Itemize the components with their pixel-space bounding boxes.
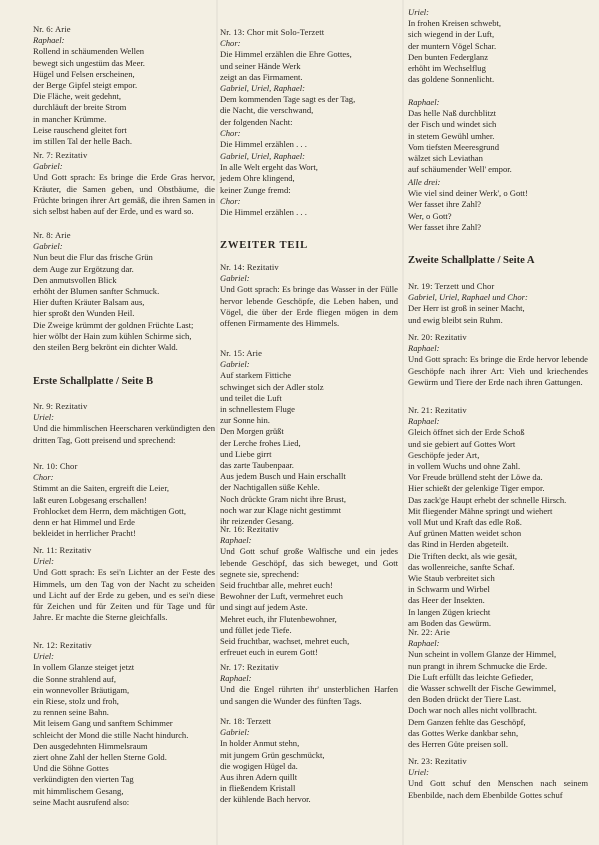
text-line: ein Riese, stolz und froh, [33, 696, 119, 707]
block-nr-11 [33, 545, 215, 623]
block-nr-13-trio-2 [220, 151, 398, 196]
block-lines [33, 483, 215, 539]
text-line: Und Gott sprach: Es bringe die Erde Gras hervor, Kräuter, die Samen geben, und Obstbäume, die Früchte bringen ihrer Art gemäß, die ihren Samen in sich selbst haben auf der Erde, und es ward so. [33, 172, 215, 217]
block-lines [33, 46, 215, 147]
text-line: das Gottes Werke dankbar sehn, [408, 727, 519, 738]
block-heading: Nr. 19: Terzett und Chor [408, 281, 495, 291]
block-heading: Nr. 13: Chor mit Solo-Terzett [220, 27, 325, 37]
text-line: Die Himmel erzählen die Ehre Gottes, [220, 49, 352, 60]
role-label: Raphael: [33, 35, 65, 46]
block-lines [408, 188, 588, 233]
text-line: der Nachtigallen süße Kehle. [220, 482, 320, 493]
block-nr-9 [33, 401, 215, 446]
block-heading: Nr. 17: Rezitativ [220, 662, 279, 672]
text-line: die Wasser schwellt der Fische Gewimmel, [408, 683, 557, 694]
block-lines [408, 108, 588, 175]
text-line: Geschöpfe jeder Art, [408, 449, 480, 460]
block-nr-6 [33, 24, 215, 147]
role-label: Raphael: [408, 97, 440, 107]
text-line: zu rennen seine Bahn. [33, 707, 109, 718]
block-nr-20 [408, 332, 588, 388]
role-label: Chor: [220, 38, 241, 49]
text-line: schwinget sich der Adler stolz [220, 381, 324, 392]
text-line: Vor Freude brüllend steht der Löwe da. [408, 472, 543, 483]
text-line: Das helle Naß durchblitzt [408, 108, 497, 119]
block-nr-13-chor-2 [220, 128, 398, 150]
block-lines [220, 546, 398, 580]
block-nr-22 [408, 627, 588, 750]
role-label: Gabriel: [220, 359, 250, 370]
text-line: keiner Zunge fremd: [220, 184, 291, 195]
text-line: des Herren Güte preisen soll. [408, 739, 508, 750]
block-nr-19 [408, 281, 588, 326]
block-lines [33, 252, 215, 353]
block-nr-8 [33, 230, 215, 353]
block-lines [220, 49, 398, 83]
text-line: In vollem Glanze steiget jetzt [33, 662, 135, 673]
section-heading: Zweite Schallplatte / Seite A [408, 255, 535, 266]
text-line: noch war zur Klage nicht gestimmt [220, 504, 341, 515]
text-line: im stillen Tal der helle Bach. [33, 136, 132, 147]
text-line: Und Gott sprach: Es bringe das Wasser in der Fülle hervor lebende Geschöpfe, die Leben haben, und Vögel, die über der Erde fliegen mögen in dem offenen Firmamente des Himmels. [220, 284, 398, 329]
text-line: Und Gott sprach: Es sei'n Lichter an der Feste des Himmels, um den Tag von der Nacht zu scheiden und Licht auf der Erde zu geben, und es sei'n diese für Zeichen und für Zeiten und für Tage und für Jahre. Er machte die Sterne gleichfalls. [33, 567, 215, 623]
text-line: und seiner Hände Werk [220, 60, 301, 71]
text-line: Nun scheint in vollem Glanze der Himmel, [408, 649, 557, 660]
text-line: das Heer der Insekten. [408, 595, 485, 606]
block-lines [33, 423, 215, 445]
text-line: Und Gott schuf den Menschen nach seinem Ebenbilde, nach dem Ebenbilde Gottes schuf [408, 778, 588, 800]
block-nr-16-verse [220, 580, 398, 658]
text-line: sich wiegend in der Luft, [408, 29, 495, 40]
text-line: Hier duften Kräuter Balsam aus, [33, 297, 145, 308]
role-label: Gabriel, Uriel, Raphael und Chor: [408, 292, 528, 303]
block-lines [408, 649, 588, 750]
text-line: der Fisch und windet sich [408, 119, 497, 130]
text-line: Rollend in schäumenden Wellen [33, 46, 145, 57]
text-line: wälzet sich Leviathan [408, 153, 483, 164]
section-heading: Erste Schallplatte / Seite B [33, 376, 154, 387]
text-line: In holder Anmut stehn, [220, 738, 300, 749]
text-line: Die Zweige krümmt der goldnen Früchte Last; [33, 319, 194, 330]
text-line: laßt euren Lobgesang erschallen! [33, 494, 147, 505]
text-line: In alle Welt ergeht das Wort, [220, 162, 318, 173]
text-line: und singt auf jedem Aste. [220, 602, 308, 613]
text-line: dem Auge zur Ergötzung dar. [33, 263, 134, 274]
block-lines [408, 354, 588, 388]
text-line: Dem kommenden Tage sagt es der Tag, [220, 94, 356, 105]
block-heading: Nr. 21: Rezitativ [408, 405, 467, 415]
role-label: Gabriel: [33, 161, 63, 172]
role-label: Chor: [220, 128, 241, 138]
text-line: und teilet die Luft [220, 392, 282, 403]
text-line: in mancher Krümme. [33, 113, 107, 124]
text-line: hier sproßt den Wunden Heil. [33, 308, 135, 319]
block-heading: Nr. 14: Rezitativ [220, 262, 279, 272]
text-line: auf schäumender Well' empor. [408, 164, 512, 175]
text-line: Der Herr ist groß in seiner Macht, [408, 303, 525, 314]
text-line: hier wölbt der Hain zum kühlen Schirme sich, [33, 330, 192, 341]
text-line: die Nacht, die verschwand, [220, 105, 314, 116]
text-line: erhöht im Wechselflug [408, 63, 486, 74]
block-lines [220, 94, 398, 128]
block-heading: Nr. 10: Chor [33, 461, 78, 471]
block-lines [220, 738, 398, 805]
block-heading: Nr. 15: Arie [220, 348, 263, 358]
block-lines [408, 18, 588, 85]
text-line: der Berge Gipfel steigt empor. [33, 80, 138, 91]
block-lines [408, 427, 588, 629]
text-line: Auf starkem Fittiche [220, 370, 292, 381]
block-nr-10 [33, 461, 215, 539]
block-lines [408, 303, 588, 325]
block-nr-17 [220, 662, 398, 707]
text-line: Den ausgedehnten Himmelsraum [33, 740, 148, 751]
text-line: der folgenden Nacht: [220, 116, 293, 127]
text-line: in Schwarm und Wirbel [408, 584, 490, 595]
text-line: In frohen Kreisen schwebt, [408, 18, 502, 29]
block-lines [220, 370, 398, 527]
block-heading: Nr. 9: Rezitativ [33, 401, 88, 411]
text-line: Und Gott schuf große Walfische und ein jedes lebende Geschöpf, das sich beweget, und Gott segnete sie, sprechend: [220, 546, 398, 579]
text-line: Leise rauschend gleitet fort [33, 124, 127, 135]
text-line: Und die Söhne Gottes [33, 763, 109, 774]
text-line: und ewig bleibt sein Ruhm. [408, 314, 503, 325]
text-line: In langen Zügen kriecht [408, 606, 491, 617]
text-line: schleicht der Mond die stille Nacht hindurch. [33, 729, 189, 740]
text-line: Stimmt an die Saiten, ergreift die Leier, [33, 483, 170, 494]
block-lines [220, 684, 398, 706]
role-label: Raphael: [408, 343, 440, 354]
text-line: Bewohner der Luft, vermehret euch [220, 591, 343, 602]
text-line: Doch war noch alles nicht vollbracht. [408, 705, 537, 716]
block-lines [220, 162, 398, 196]
text-line: den steilen Berg bekrönt ein dichter Wald. [33, 342, 178, 353]
text-line: Seid fruchtbar alle, mehret euch! [220, 580, 333, 590]
block-nr-13-trio-1 [220, 83, 398, 128]
role-label: Uriel: [33, 651, 55, 662]
text-line: den Boden drückt der Tiere Last. [408, 694, 522, 705]
block-nr-16 [220, 524, 398, 580]
text-line: Aus ihren Adern quillt [220, 772, 298, 783]
block-heading: Nr. 16: Rezitativ [220, 524, 279, 534]
text-line: nun prangt in ihrem Schmucke die Erde. [408, 660, 548, 671]
block-nr-13 [220, 27, 398, 83]
block-lines [220, 284, 398, 329]
text-line: Hügel und Felsen erscheinen, [33, 68, 135, 79]
text-line: in schnellestem Fluge [220, 404, 295, 415]
block-lines [220, 207, 398, 218]
text-line: Den anmutsvollen Blick [33, 274, 117, 285]
text-line: Die Luft erfüllt das leichte Gefieder, [408, 671, 534, 682]
text-line: die wogigen Hügel da. [220, 760, 298, 771]
text-line: Den bunten Federglanz [408, 51, 489, 62]
block-lines [220, 580, 398, 658]
text-line: verkündigten den vierten Tag [33, 774, 134, 785]
block-nr-15 [220, 348, 398, 527]
role-label: Raphael: [408, 416, 440, 427]
text-line: in vollem Wuchs und ohne Zahl. [408, 461, 521, 472]
text-line: Wie Staub verbreitet sich [408, 573, 495, 584]
block-nr-13-chor-3 [220, 196, 398, 218]
role-label: Uriel: [408, 767, 430, 778]
text-line: Mit leisem Gang und sanftem Schimmer [33, 718, 173, 729]
block-nr-14 [220, 262, 398, 329]
block-lines [33, 662, 215, 808]
block-nr-23 [408, 756, 588, 801]
text-line: Das zack'ge Haupt erhebt der schnelle Hirsch. [408, 494, 567, 505]
text-line: jedem Ohre klingend, [220, 173, 295, 184]
text-line: Vom tiefsten Meeresgrund [408, 141, 500, 152]
block-lines [33, 172, 215, 217]
text-line: erfreuet euch in eurem Gott! [220, 647, 318, 658]
text-line: und Liebe girrt [220, 448, 272, 459]
text-line: und sie gebiert auf Gottes Wort [408, 438, 516, 449]
block-nr-18 [220, 716, 398, 806]
text-line: zur Sonne hin. [220, 415, 270, 426]
block-heading: Nr. 6: Arie [33, 24, 71, 34]
block-heading: Nr. 20: Rezitativ [408, 332, 467, 342]
block-heading: Nr. 7: Rezitativ [33, 150, 88, 160]
role-label: Chor: [33, 472, 54, 483]
role-label: Raphael: [220, 673, 252, 684]
role-label: Gabriel: [33, 241, 63, 252]
text-line: Und Gott sprach: Es bringe die Erde hervor lebende Geschöpfe nach ihrer Art: Vieh und kriechendes Gewürm und Tiere der Erde nach ihren Gattungen. [408, 354, 588, 387]
block-heading: Nr. 11: Rezitativ [33, 545, 92, 555]
text-line: bekleidet in herrlicher Pracht! [33, 528, 136, 539]
block-lines [33, 567, 215, 623]
role-label: Gabriel: [220, 727, 250, 738]
text-line: Gleich öffnet sich der Erde Schoß [408, 427, 525, 438]
text-line: ziert ohne Zahl der hellen Sterne Gold. [33, 752, 167, 763]
block-heading: Nr. 18: Terzett [220, 716, 272, 726]
text-line: mit himmlischem Gesang, [33, 785, 124, 796]
text-line: Die Fläche, weit gedehnt, [33, 91, 122, 102]
text-line: das goldene Sonnenlicht. [408, 74, 495, 85]
block-alle-drei [408, 177, 588, 233]
text-line: voll Mut und Kraft das edle Roß. [408, 517, 522, 528]
role-label: Uriel: [33, 556, 55, 567]
role-label: Gabriel, Uriel, Raphael: [220, 151, 305, 161]
block-nr-21 [408, 405, 588, 629]
text-line: seine Macht ausrufend also: [33, 796, 130, 807]
block-raphael [408, 97, 588, 175]
text-line: Die Himmel erzählen . . . [220, 139, 307, 150]
role-label: Gabriel: [220, 273, 250, 284]
text-line: Hier schießt der gelenkige Tiger empor. [408, 483, 545, 494]
block-nr-7 [33, 150, 215, 217]
text-line: die Sonne strahlend auf, [33, 673, 117, 684]
block-heading: Nr. 23: Rezitativ [408, 756, 467, 766]
text-line: denn er hat Himmel und Erde [33, 517, 135, 528]
text-line: Wer fasset ihre Zahl? [408, 199, 482, 210]
text-line: Noch drückte Gram nicht ihre Brust, [220, 493, 347, 504]
role-label: Uriel: [33, 412, 55, 423]
role-label: Alle drei: [408, 177, 441, 187]
part-heading: ZWEITER TEIL [220, 240, 309, 251]
block-lines [220, 139, 398, 150]
text-line: Seid fruchtbar, wachset, mehret euch, [220, 636, 350, 647]
role-label: Uriel: [408, 7, 430, 17]
text-line: zeigt an das Firmament. [220, 71, 303, 82]
role-label: Chor: [220, 196, 241, 206]
block-uriel [408, 7, 588, 85]
text-line: das wollenreiche, sanfte Schaf. [408, 561, 515, 572]
text-line: und füllet jede Tiefe. [220, 624, 292, 635]
text-line: Auf grünen Matten weidet schon [408, 528, 522, 539]
block-heading: Nr. 22: Arie [408, 627, 451, 637]
text-line: Dem Ganzen fehlte das Geschöpf, [408, 716, 526, 727]
text-line: der kühlende Bach hervor. [220, 794, 311, 805]
text-line: Aus jedem Busch und Hain erschallt [220, 471, 346, 482]
block-heading: Nr. 8: Arie [33, 230, 71, 240]
text-line: in fließendem Kristall [220, 783, 296, 794]
text-line: durchläuft der breite Strom [33, 102, 127, 113]
text-line: Mehret euch, ihr Flutenbewohner, [220, 613, 337, 624]
text-line: Die Himmel erzählen . . . [220, 207, 307, 218]
text-line: Wer fasset ihre Zahl? [408, 221, 482, 232]
text-line: Nun beut die Flur das frische Grün [33, 252, 153, 263]
text-line: Mit fliegender Mähne springt und wiehert [408, 505, 553, 516]
text-line: Wie viel sind deiner Werk', o Gott! [408, 188, 528, 199]
text-line: mit jungem Grün geschmückt, [220, 749, 325, 760]
text-line: der muntern Vögel Schar. [408, 40, 497, 51]
role-label: Raphael: [408, 638, 440, 649]
block-lines [408, 778, 588, 800]
text-line: erhöht der Blumen sanfter Schmuck. [33, 286, 160, 297]
text-line: Den Morgen grüßt [220, 426, 284, 437]
text-line: der Lerche frohes Lied, [220, 437, 301, 448]
text-line: das zarte Taubenpaar. [220, 460, 294, 471]
block-heading: Nr. 12: Rezitativ [33, 640, 92, 650]
text-line: am Boden das Gewürm. [408, 617, 492, 628]
role-label: Gabriel, Uriel, Raphael: [220, 83, 305, 93]
text-line: Und die Engel rührten ihr' unsterblichen Harfen und sangen die Wunder des fünften Tags. [220, 684, 398, 706]
text-line: Frohlocket dem Herrn, dem mächtigen Gott, [33, 505, 186, 516]
text-line: bewegt sich ungestüm das Meer. [33, 57, 145, 68]
text-line: Die Triften deckt, als wie gesät, [408, 550, 518, 561]
text-line: das Rind in Herden abgeteilt. [408, 539, 509, 550]
text-line: in stetem Gewühl umher. [408, 130, 495, 141]
text-line: ein wonnevoller Bräutigam, [33, 684, 130, 695]
role-label: Raphael: [220, 535, 252, 546]
block-nr-12 [33, 640, 215, 808]
text-line: Und die himmlischen Heerscharen verkündigten den dritten Tag, Gott preisend und sprechend: [33, 423, 215, 445]
text-line: Wer, o Gott? [408, 210, 452, 221]
text-line: ihr reizender Gesang. [220, 516, 294, 527]
